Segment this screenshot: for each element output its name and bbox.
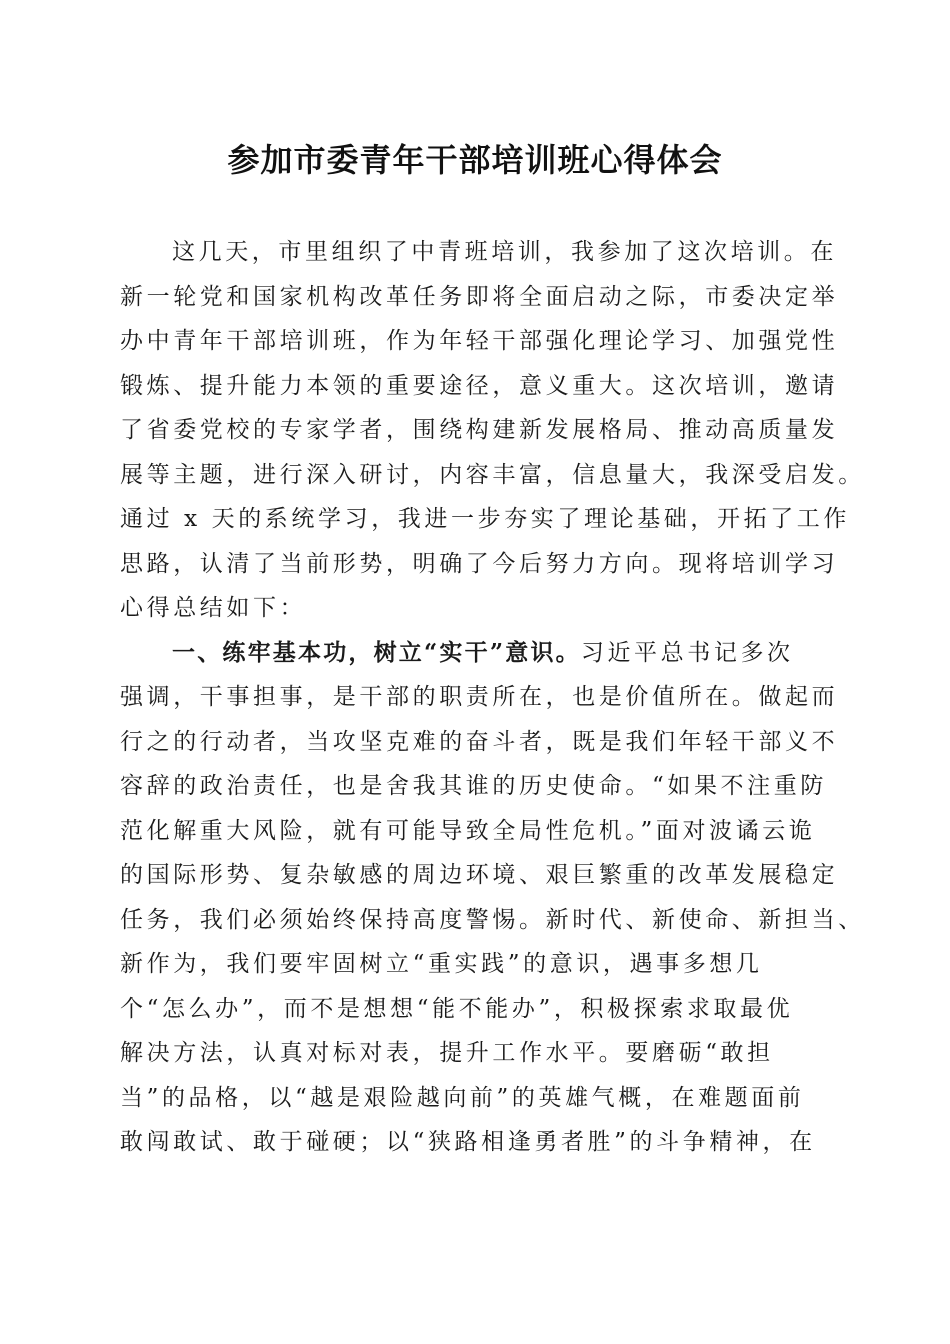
document-body [120,230,865,1165]
paragraph-line: 这几天，市里组织了中青班培训，我参加了这次培训。在 [172,239,837,265]
paragraph-line: 了省委党校的专家学者，围绕构建新发展格局、推动高质量发 [120,417,839,443]
paragraph-line: 强调，干事担事，是干部的职责所在，也是价值所在。做起而 [120,684,839,710]
paragraph-line: 当”的品格，以“越是艰险越向前”的英雄气概，在难题面前 [120,1084,805,1111]
paragraph-line: 任务，我们必须始终保持高度警惕。新时代、新使命、新担当、 [120,906,865,933]
paragraph-line: 通过 x 天的系统学习，我进一步夯实了理论基础，开拓了工作 [120,506,850,532]
paragraph-line: 范化解重大风险，就有可能导致全局性危机。”面对波谲云诡 [120,817,816,844]
paragraph-line: 容辞的政治责任，也是舍我其谁的历史使命。“如果不注重防 [120,773,827,799]
paragraph-line: 思路，认清了当前形势，明确了今后努力方向。现将培训学习 [120,550,839,577]
paragraph-line: 的国际形势、复杂敏感的周边环境、艰巨繁重的改革发展稳定 [120,862,839,888]
paragraph-line: 新一轮党和国家机构改革任务即将全面启动之际，市委决定举 [120,283,839,310]
paragraph-line: 心得总结如下： [120,595,307,621]
paragraph-line: 解决方法，认真对标对表，提升工作水平。要磨砺“敢担 [120,1040,774,1066]
paragraph-line: 行之的行动者，当攻坚克难的奋斗者，既是我们年轻干部义不 [120,728,839,755]
document-title: 参加市委青年干部培训班心得体会 [227,141,723,179]
paragraph-line: 展等主题，进行深入研讨，内容丰富，信息量大，我深受启发。 [120,461,865,488]
paragraph-line: 个“怎么办”，而不是想想“能不能办”，积极探索求取最优 [120,995,794,1022]
paragraph-line: 锻炼、提升能力本领的重要途径，意义重大。这次培训，邀请 [120,372,839,399]
paragraph-line: 办中青年干部培训班，作为年轻干部强化理论学习、加强党性 [120,328,839,354]
section-heading: 一、练牢基本功，树立“实干”意识。 [172,638,581,666]
section-heading-line [120,631,850,676]
section-heading-continuation: 习近平总书记多次 [580,639,794,666]
paragraph-line: 新作为，我们要牢固树立“重实践”的意识，遇事多想几 [120,951,763,977]
paragraph-line: 敢闯敢试、敢于碰硬；以“狭路相逢勇者胜”的斗争精神，在 [120,1129,816,1155]
